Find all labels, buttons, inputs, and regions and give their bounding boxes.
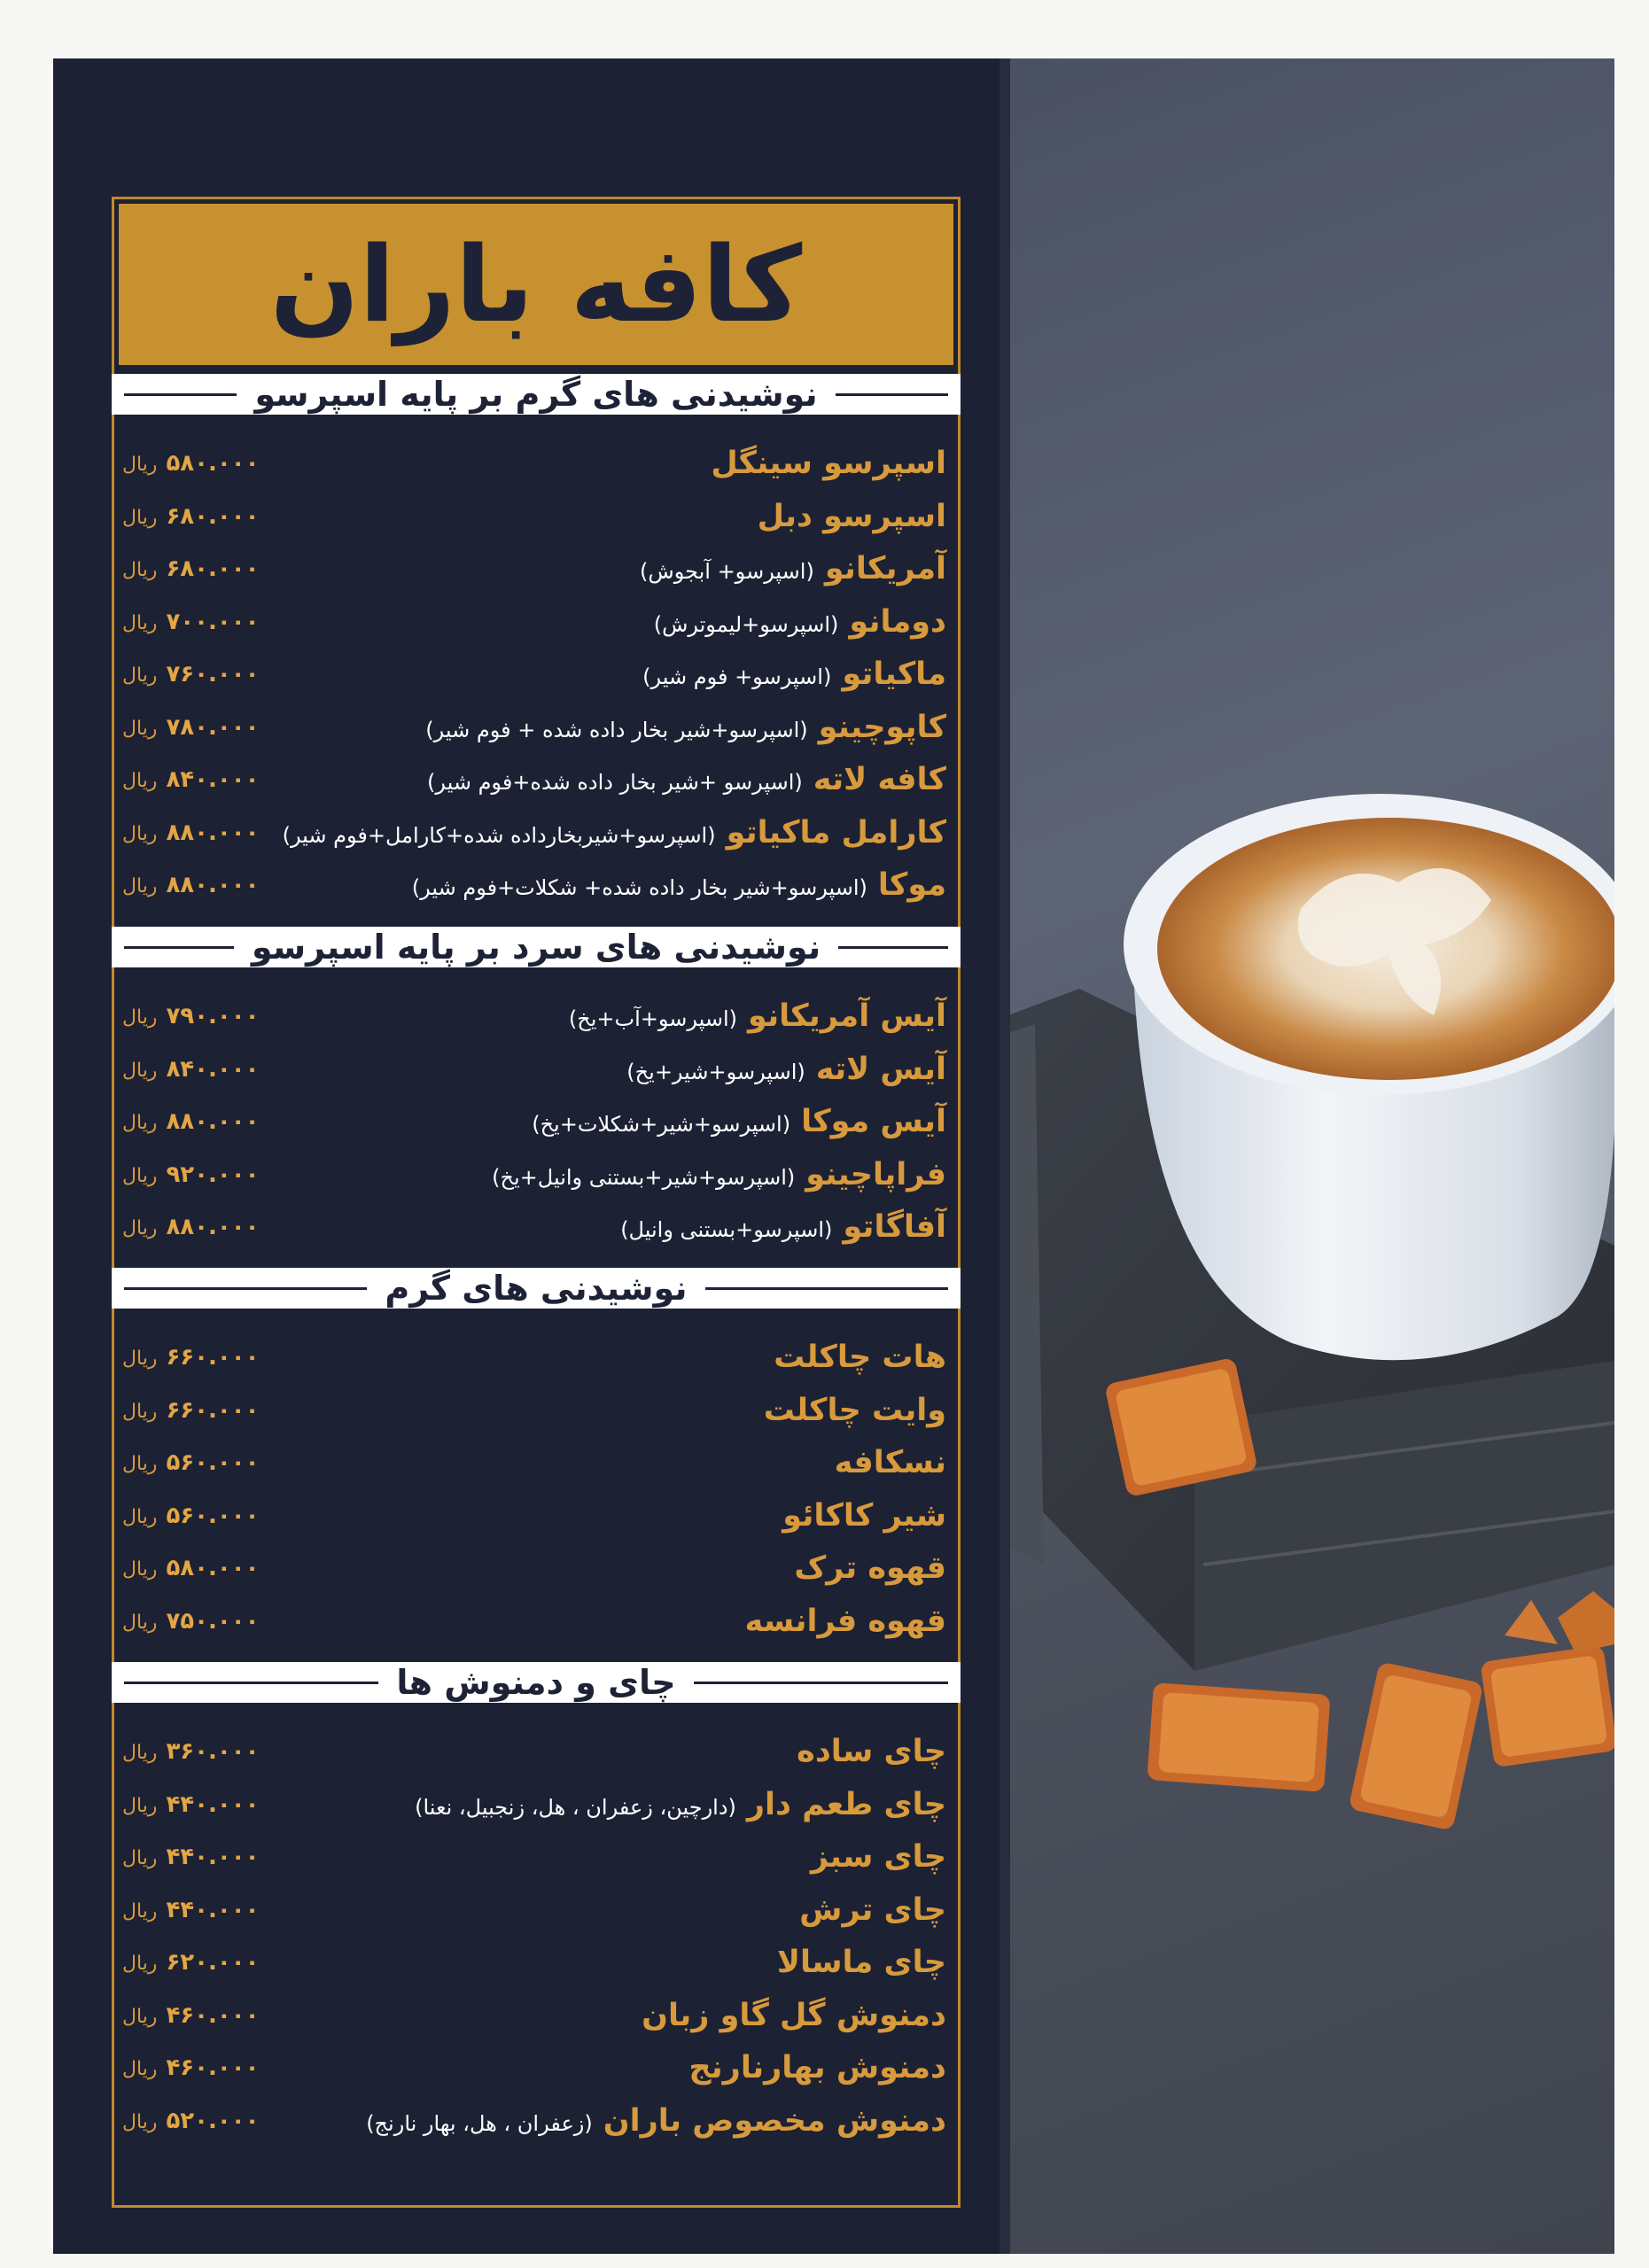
menu-item	[122, 1596, 946, 1647]
item-price: ۶۸۰.۰۰۰	[166, 502, 260, 530]
item-name: ماکیاتو	[842, 656, 946, 692]
item-label-group	[412, 867, 946, 903]
title-banner	[119, 204, 953, 365]
menu-item	[122, 1437, 946, 1488]
item-name: وایت چاکلت	[763, 1392, 946, 1428]
item-price: ۸۸۰.۰۰۰	[166, 819, 260, 846]
item-label-group	[626, 1052, 946, 1087]
currency-label: ریال	[122, 1742, 158, 1764]
menu-item	[122, 1937, 946, 1988]
item-label-group	[711, 446, 946, 481]
section-rule	[705, 1287, 948, 1290]
menu-item	[122, 1542, 946, 1594]
item-label-group	[492, 1157, 946, 1192]
menu-panel	[53, 58, 1000, 2254]
section-rule	[124, 393, 237, 396]
price-group	[122, 1608, 260, 1635]
item-description: (اسپرسو+شیر+یخ)	[626, 1059, 805, 1084]
item-name: اسپرسو سینگل	[711, 446, 946, 481]
price-group	[122, 661, 260, 687]
item-price: ۵۶۰.۰۰۰	[166, 1449, 260, 1476]
item-description: (زعفران ، هل، بهار نارنج)	[366, 2110, 593, 2136]
item-label-group	[283, 815, 946, 850]
item-label-group	[758, 499, 946, 534]
item-label-group	[794, 1550, 946, 1586]
currency-label: ریال	[122, 1794, 158, 1817]
item-label-group	[366, 2103, 946, 2139]
price-group	[122, 1056, 260, 1083]
item-price: ۴۴۰.۰۰۰	[166, 1844, 260, 1870]
section-rule	[838, 946, 948, 949]
currency-label: ریال	[122, 1006, 158, 1029]
item-description: (اسپرسو+شیر بخار داده شده+ شکلات+فوم شیر)	[411, 875, 867, 900]
item-name: دمنوش گل گاو زبان	[642, 1997, 946, 2033]
item-price: ۸۴۰.۰۰۰	[166, 1055, 260, 1083]
currency-label: ریال	[122, 1953, 158, 1975]
currency-label: ریال	[122, 2005, 158, 2028]
item-price: ۵۲۰.۰۰۰	[166, 2107, 260, 2134]
item-name: موکا	[877, 867, 946, 903]
currency-label: ریال	[122, 1112, 158, 1134]
currency-label: ریال	[122, 1164, 158, 1187]
price-group	[122, 1949, 260, 1976]
item-description: (اسپرسو+ آبجوش)	[640, 559, 814, 584]
currency-label: ریال	[122, 1453, 158, 1475]
section-rule	[694, 1682, 948, 1684]
price-group	[122, 2054, 260, 2081]
menu-item	[122, 1726, 946, 1777]
item-price: ۷۸۰.۰۰۰	[166, 713, 260, 741]
currency-label: ریال	[122, 2110, 158, 2133]
currency-label: ریال	[122, 2058, 158, 2080]
item-price: ۸۸۰.۰۰۰	[166, 1214, 260, 1240]
menu-item	[122, 438, 946, 489]
section-rule	[836, 393, 948, 396]
item-label-group	[642, 1998, 946, 2033]
item-description: (اسپرسو +شیر بخار داده شده+فوم شیر)	[426, 770, 803, 795]
item-label-group	[745, 1604, 946, 1639]
item-label-group	[811, 1839, 946, 1875]
item-description: (اسپرسو+آب+یخ)	[568, 1006, 738, 1031]
item-price: ۹۲۰.۰۰۰	[166, 1161, 260, 1188]
item-name: دمنوش مخصوص باران	[603, 2102, 946, 2139]
currency-label: ریال	[122, 559, 158, 581]
item-label-group	[569, 998, 946, 1034]
item-label-group	[835, 1445, 946, 1480]
item-name: آمریکانو	[824, 551, 946, 586]
price-group	[122, 1503, 260, 1529]
currency-label: ریال	[122, 1611, 158, 1634]
item-name: فراپاچینو	[805, 1156, 946, 1192]
item-name: چای ساده	[797, 1734, 946, 1769]
item-name: اسپرسو دبل	[757, 498, 946, 534]
coffee-photo	[1008, 58, 1614, 2254]
item-name: هات چاکلت	[774, 1340, 946, 1375]
item-label-group	[532, 1104, 946, 1139]
item-label-group	[782, 1498, 946, 1534]
menu-item	[122, 491, 946, 542]
price-group	[122, 503, 260, 530]
item-description: (اسپرسو+بستنی وانیل)	[620, 1217, 833, 1242]
price-group	[122, 1449, 260, 1476]
item-label-group	[777, 1945, 946, 1980]
item-label-group	[642, 656, 946, 692]
section-rule	[124, 1287, 367, 1290]
item-price: ۶۲۰.۰۰۰	[166, 1949, 260, 1976]
section-title: چای و دمنوش ها	[396, 1663, 676, 1702]
menu-item	[122, 1201, 946, 1253]
price-group	[122, 872, 260, 898]
menu-item	[122, 1332, 946, 1383]
panel-divider	[1000, 58, 1010, 2254]
menu-item	[122, 2042, 946, 2093]
item-price: ۷۹۰.۰۰۰	[166, 1003, 260, 1029]
currency-label: ریال	[122, 454, 158, 476]
price-group	[122, 1108, 260, 1135]
price-group	[122, 1214, 260, 1240]
menu-item	[122, 807, 946, 858]
item-price: ۸۸۰.۰۰۰	[166, 1108, 260, 1135]
item-name: دمنوش بهارنارنج	[688, 2050, 946, 2085]
menu-item	[122, 1884, 946, 1936]
price-group	[122, 1161, 260, 1188]
item-label-group	[427, 762, 946, 797]
currency-label: ریال	[122, 1899, 158, 1922]
price-group	[122, 1897, 260, 1923]
cafe-title: کافه باران	[269, 223, 803, 346]
item-label-group	[799, 1892, 946, 1928]
item-name: چای طعم دار	[746, 1786, 946, 1822]
menu-item	[122, 1831, 946, 1883]
section-header	[112, 927, 961, 967]
item-description: (اسپرسو+لیموترش)	[653, 611, 839, 637]
menu-item	[122, 1490, 946, 1542]
item-price: ۸۸۰.۰۰۰	[166, 872, 260, 898]
price-group	[122, 1397, 260, 1424]
menu-item	[122, 1149, 946, 1200]
price-group	[122, 1844, 260, 1870]
price-group	[122, 1555, 260, 1581]
section-header	[112, 374, 961, 415]
currency-label: ریال	[122, 822, 158, 845]
currency-label: ریال	[122, 1558, 158, 1581]
item-description: (اسپرسو+شیربخارداده شده+کارامل+فوم شیر)	[282, 822, 716, 848]
currency-label: ریال	[122, 506, 158, 529]
menu-item	[122, 1385, 946, 1436]
item-description: (دارچین، زعفران ، هل، زنجبیل، نعنا)	[415, 1794, 736, 1820]
item-price: ۷۶۰.۰۰۰	[166, 661, 260, 687]
currency-label: ریال	[122, 717, 158, 740]
item-description: (اسپرسو+شیر+بستنی وانیل+یخ)	[492, 1164, 796, 1190]
item-name: قهوه فرانسه	[744, 1603, 946, 1639]
item-label-group	[415, 1787, 946, 1822]
currency-label: ریال	[122, 664, 158, 687]
price-group	[122, 1003, 260, 1029]
price-group	[122, 1738, 260, 1765]
currency-label: ریال	[122, 1217, 158, 1239]
menu-item	[122, 649, 946, 700]
currency-label: ریال	[122, 1847, 158, 1869]
section-title: نوشیدنی های گرم	[385, 1269, 688, 1308]
item-name: آیس موکا	[801, 1104, 946, 1139]
item-label-group	[797, 1734, 946, 1769]
item-name: چای ماسالا	[776, 1945, 946, 1980]
item-price: ۶۶۰.۰۰۰	[166, 1344, 260, 1371]
price-group	[122, 555, 260, 582]
item-price: ۵۸۰.۰۰۰	[166, 450, 260, 477]
item-price: ۴۶۰.۰۰۰	[166, 2001, 260, 2029]
menu-item	[122, 543, 946, 594]
item-name: دومانو	[849, 603, 946, 640]
coffee-cup-illustration	[1008, 58, 1614, 2254]
menu-item	[122, 754, 946, 805]
menu-item	[122, 1779, 946, 1830]
currency-label: ریال	[122, 1059, 158, 1082]
item-price: ۵۶۰.۰۰۰	[166, 1502, 260, 1529]
item-label-group	[640, 551, 946, 586]
item-label-group	[654, 604, 946, 640]
currency-label: ریال	[122, 611, 158, 634]
item-price: ۸۴۰.۰۰۰	[166, 766, 260, 793]
item-label-group	[774, 1340, 946, 1375]
item-description: (اسپرسو+شیر+شکلات+یخ)	[532, 1112, 791, 1137]
item-price: ۴۶۰.۰۰۰	[166, 2054, 260, 2081]
item-price: ۷۰۰.۰۰۰	[166, 608, 260, 635]
price-group	[122, 2108, 260, 2134]
section-title: نوشیدنی های سرد بر پایه اسپرسو	[251, 928, 821, 967]
price-group	[122, 819, 260, 846]
price-group	[122, 1344, 260, 1371]
menu-item	[122, 1096, 946, 1147]
menu-item	[122, 596, 946, 648]
menu-item	[122, 702, 946, 753]
item-name: آیس لاته	[815, 1051, 946, 1087]
menu-item	[122, 859, 946, 911]
item-name: آیس آمریکانو	[748, 998, 946, 1034]
item-description: (اسپرسو+ فوم شیر)	[642, 664, 832, 689]
item-label-group	[688, 2050, 946, 2085]
price-group	[122, 2002, 260, 2029]
currency-label: ریال	[122, 1400, 158, 1423]
menu-item	[122, 2095, 946, 2147]
item-label-group	[620, 1209, 946, 1245]
section-header	[112, 1268, 961, 1309]
item-price: ۴۴۰.۰۰۰	[166, 1790, 260, 1818]
item-name: آفاگاتو	[843, 1209, 946, 1245]
section-rule	[124, 1682, 378, 1684]
currency-label: ریال	[122, 770, 158, 792]
item-label-group	[764, 1393, 946, 1428]
currency-label: ریال	[122, 875, 158, 897]
item-name: کاپوچینو	[818, 709, 946, 745]
section-rule	[124, 946, 234, 949]
menu-item	[122, 1044, 946, 1095]
section-title: نوشیدنی های گرم بر پایه اسپرسو	[254, 375, 818, 414]
price-group	[122, 714, 260, 741]
menu-item	[122, 1990, 946, 2041]
section-header	[112, 1662, 961, 1703]
item-name: چای سبز	[810, 1839, 946, 1875]
currency-label: ریال	[122, 1348, 158, 1370]
item-price: ۴۴۰.۰۰۰	[166, 1896, 260, 1923]
price-group	[122, 766, 260, 793]
currency-label: ریال	[122, 1505, 158, 1528]
item-description: (اسپرسو+شیر بخار داده شده + فوم شیر)	[425, 717, 808, 742]
item-price: ۶۶۰.۰۰۰	[166, 1396, 260, 1424]
item-price: ۶۸۰.۰۰۰	[166, 555, 260, 582]
menu-item	[122, 990, 946, 1042]
item-price: ۳۶۰.۰۰۰	[166, 1738, 260, 1765]
item-price: ۵۸۰.۰۰۰	[166, 1555, 260, 1581]
item-name: کافه لاته	[813, 762, 946, 797]
item-name: شیر کاکائو	[782, 1497, 946, 1534]
item-name: چای ترش	[799, 1891, 946, 1928]
price-group	[122, 609, 260, 635]
item-name: نسکافه	[834, 1445, 946, 1480]
item-name: قهوه ترک	[794, 1550, 946, 1586]
item-label-group	[425, 710, 946, 745]
price-group	[122, 450, 260, 477]
menu-sheet	[53, 58, 1614, 2254]
item-name: کارامل ماکیاتو	[726, 814, 946, 850]
item-price: ۷۵۰.۰۰۰	[166, 1607, 260, 1635]
price-group	[122, 1791, 260, 1818]
